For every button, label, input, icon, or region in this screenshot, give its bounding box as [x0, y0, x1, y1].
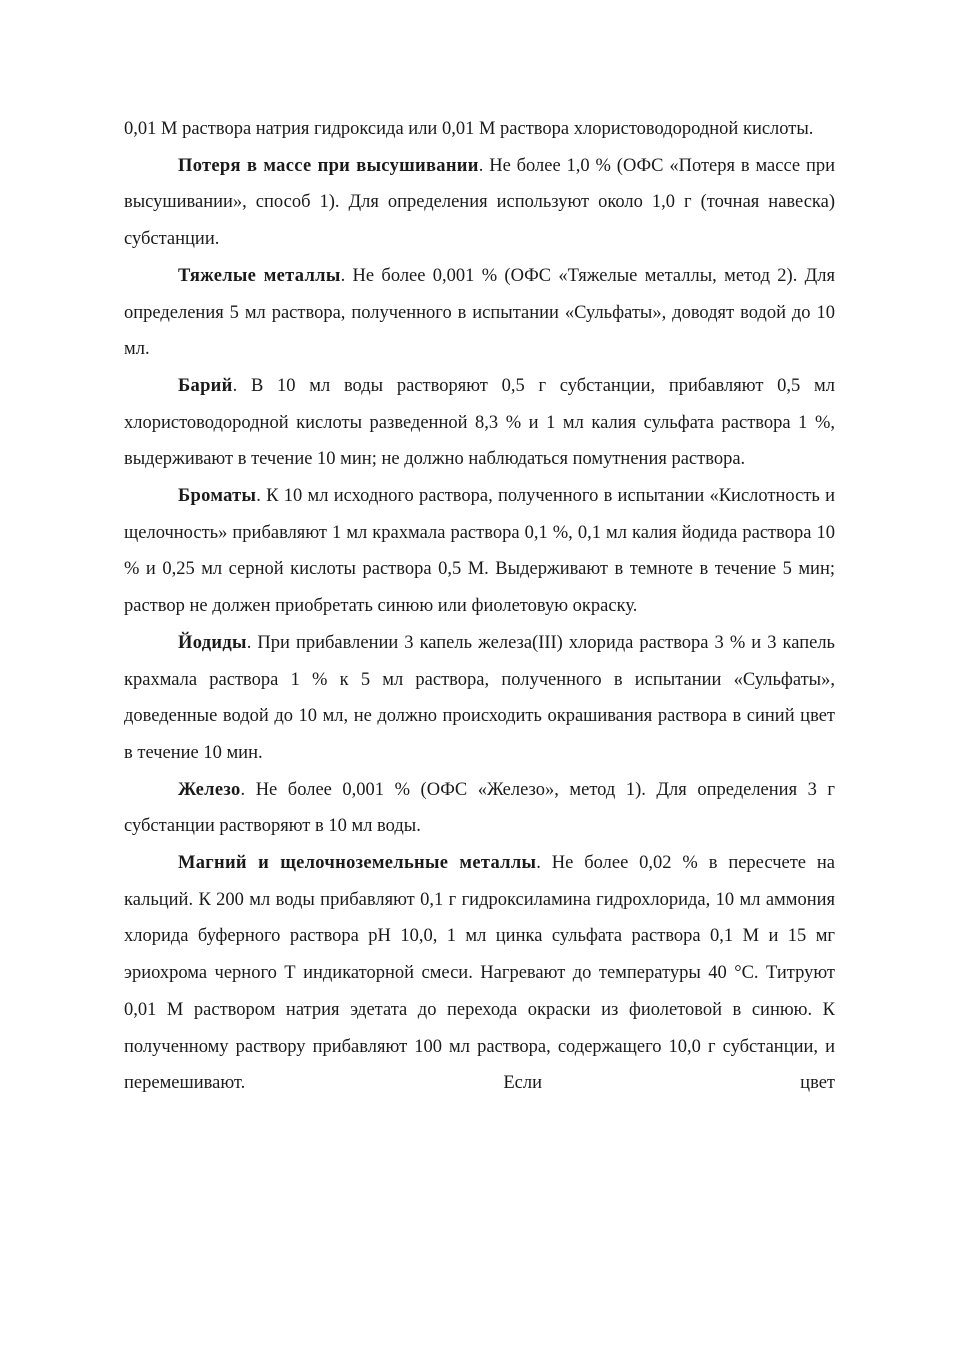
paragraph-text: . Не более 0,001 % (ОФС «Тяжелые металлы, метод 2). Для определения 5 мл раствора, полученного в испытании «Сульфаты», доводят водой до 10 мл.: [124, 265, 835, 360]
paragraph-iron: [124, 772, 835, 845]
paragraph-iodides: [124, 625, 835, 772]
paragraph-bromates: [124, 478, 835, 625]
paragraph-barium: [124, 368, 835, 478]
paragraph-magnesium: [124, 845, 835, 1102]
paragraph-continuation: [124, 111, 835, 148]
paragraph-heading: Броматы: [178, 486, 257, 507]
paragraph-text: . Не более 0,02 % в пересчете на кальций. К 200 мл воды прибавляют 0,1 г гидроксиламина гидрохлорида, 10 мл аммония хлорида буферного раствора pH 10,0, 1 мл цинка сульфата раствора 0,1 М и 15 мг эриохрома черного Т индикаторной смеси. Нагревают до температуры 40 °С. Титруют 0,01 М раствором натрия эдетата до перехода окраски из фиолетовой в синюю. К полученному раствору прибавляют 100 мл раствора, содержащего 10,0 г субстанции, и перемешивают. Если цвет: [124, 853, 835, 1094]
paragraph-heading: Барий: [178, 375, 233, 396]
paragraph-heading: Тяжелые металлы: [178, 265, 341, 286]
paragraph-text: . При прибавлении 3 капель железа(III) хлорида раствора 3 % и 3 капель крахмала раствора 1 % к 5 мл раствора, полученного в испытании «Сульфаты», доведенные водой до 10 мл, не должно происходить окрашивания раствора в синий цвет в течение 10 мин.: [124, 632, 835, 763]
paragraph-text: 0,01 М раствора натрия гидроксида или 0,01 М раствора хлористоводородной кислоты.: [124, 119, 814, 139]
paragraph-heavy-metals: [124, 258, 835, 368]
paragraph-heading: Йодиды: [178, 632, 247, 653]
paragraph-heading: Железо: [178, 779, 241, 800]
paragraph-heading: Магний и щелочноземельные металлы: [178, 853, 537, 874]
paragraph-text: . К 10 мл исходного раствора, полученного в испытании «Кислотность и щелочность» прибавляют 1 мл крахмала раствора 0,1 %, 0,1 мл калия йодида раствора 10 % и 0,25 мл серной кислоты раствора 0,5 М. Выдерживают в темноте в течение 5 мин; раствор не должен приобретать синюю или фиолетовую окраску.: [124, 486, 835, 617]
paragraph-heading: Потеря в массе при высушивании: [178, 155, 479, 176]
paragraph-text: . В 10 мл воды растворяют 0,5 г субстанции, прибавляют 0,5 мл хлористоводородной кислоты разведенной 8,3 % и 1 мл калия сульфата раствора 1 %, выдерживают в течение 10 мин; не должно наблюдаться помутнения раствора.: [124, 375, 835, 470]
paragraph-text: . Не более 0,001 % (ОФС «Железо», метод 1). Для определения 3 г субстанции растворяют в 10 мл воды.: [124, 779, 835, 837]
paragraph-text: . Не более 1,0 % (ОФС «Потеря в массе при высушивании», способ 1). Для определения используют около 1,0 г (точная навеска) субстанции.: [124, 155, 835, 250]
paragraph-loss-on-drying: [124, 148, 835, 258]
document-page: [124, 111, 835, 1102]
